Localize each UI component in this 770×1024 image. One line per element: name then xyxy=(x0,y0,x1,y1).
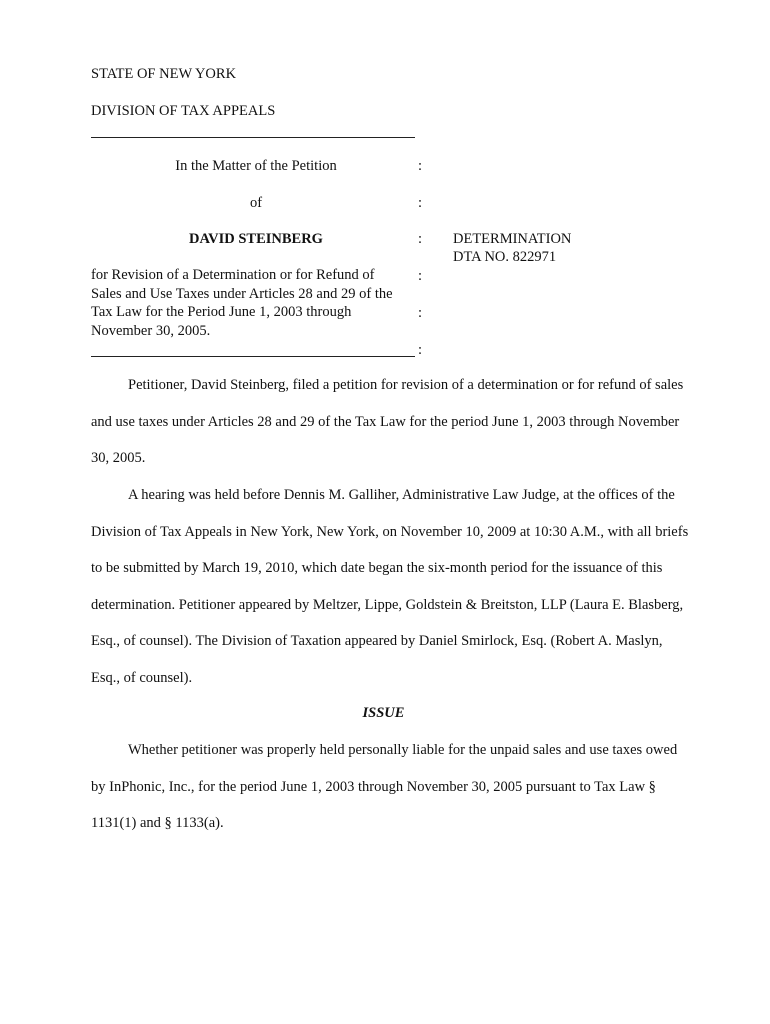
caption-of: of xyxy=(249,195,263,211)
caption-top-rule xyxy=(91,137,415,138)
determination-title: DETERMINATION xyxy=(453,231,572,247)
caption-bottom-rule xyxy=(91,356,415,357)
caption-petitioner-name: DAVID STEINBERG xyxy=(189,231,323,247)
caption-colon: : xyxy=(418,268,423,284)
caption-colon: : xyxy=(418,158,423,174)
caption-subject: for Revision of a Determination or for Refund of Sales and Use Taxes under Articles 28 and 29 of the Tax Law for the Period June 1, 2003 through November 30, 2005. xyxy=(91,267,393,339)
paragraph-issue: Whether petitioner was properly held personally liable for the unpaid sales and use taxes owed by InPhonic, Inc., for the period June 1, 2003 through November 30, 2005 pursuant to Tax Law § 1131(1) and § 1133(a). xyxy=(91,742,678,832)
caption-colon: : xyxy=(418,342,423,358)
caption-colon: : xyxy=(418,195,423,211)
paragraph-petition: Petitioner, David Steinberg, filed a petition for revision of a determination or for refund of sales and use taxes under Articles 28 and 29 of the Tax Law for the period June 1, 2003 through November 30, 2005. xyxy=(91,377,684,467)
division-heading: DIVISION OF TAX APPEALS xyxy=(91,103,276,119)
paragraph-hearing: A hearing was held before Dennis M. Galliher, Administrative Law Judge, at the offices of the Division of Tax Appeals in New York, New York, on November 10, 2009 at 10:30 A.M., with all briefs to be submitted by March 19, 2010, which date began the six-month period for the issuance of this determination. Petitioner appeared by Meltzer, Lippe, Goldstein & Breitston, LLP (Laura E. Blasberg, Esq., of counsel). The Division of Taxation appeared by Daniel Smirlock, Esq. (Robert A. Maslyn, Esq., of counsel). xyxy=(91,487,689,686)
caption-matter: In the Matter of the Petition xyxy=(175,158,337,174)
caption-colon: : xyxy=(418,305,423,321)
state-heading: STATE OF NEW YORK xyxy=(91,66,237,82)
issue-heading: ISSUE xyxy=(362,705,405,721)
caption-colon: : xyxy=(418,231,423,247)
dta-number: DTA NO. 822971 xyxy=(453,249,557,265)
